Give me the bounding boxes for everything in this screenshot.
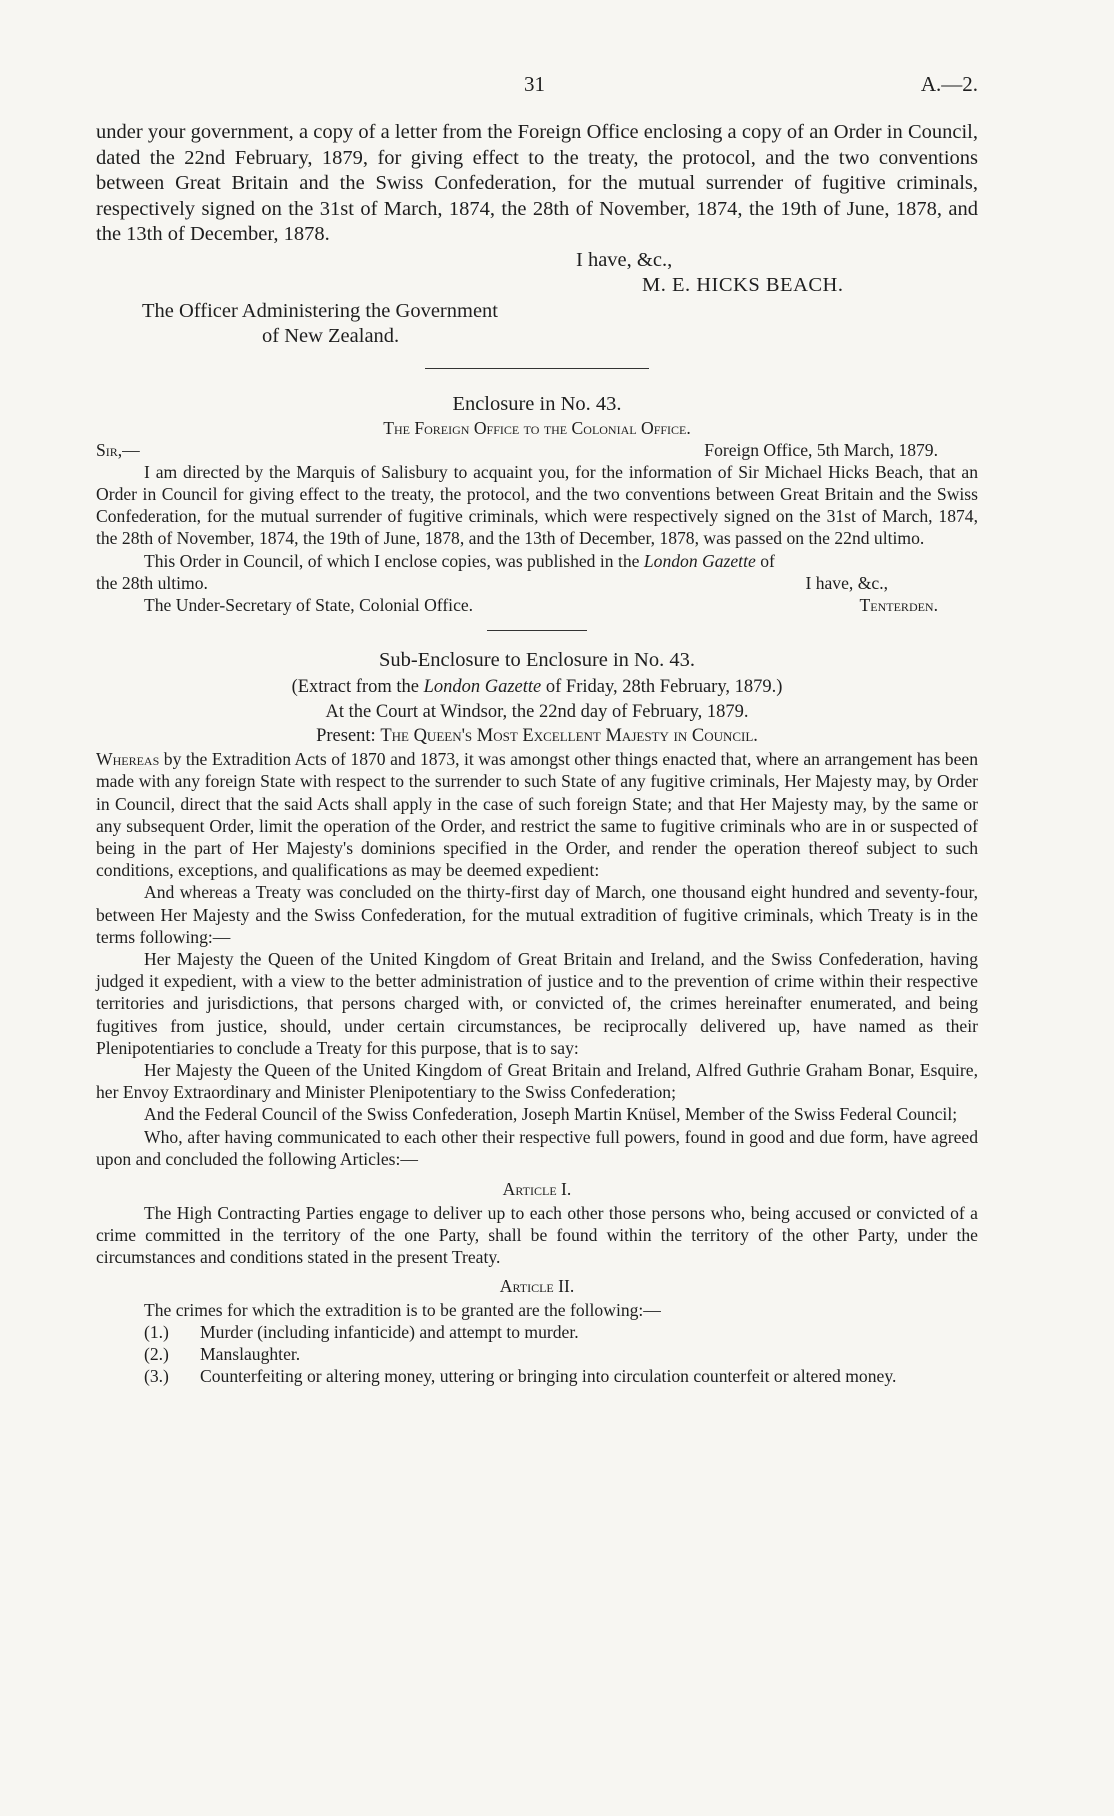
article1-heading: Article I. [502,1178,572,1199]
letter-closing: I have, &c., [576,248,673,271]
whereas-paragraph: Whereas by the Extradition Acts of 1870 and 1873, it was amongst other things enacted that, where an arrangement has been made with any foreign State with respect to the surrender to such State of any fugitive criminals, Her Majesty may, by Order in Council, direct that the said Acts shall apply in the case of such foreign State; and that Her Majesty may, by the same or any subsequent Order, limit the operation of the Order, and restrict the same to fugitive criminals who are in or suspected of being in the part of Her Majesty's dominions specified in the Order, and render the operation thereof subject to such conditions, exceptions, and qualifications as may be deemed expedient: [96,749,978,881]
section-divider [425,368,649,369]
enclosure-paragraph2: This Order in Council, of which I enclose copies, was published in the London Gazette of [144,550,775,571]
enclosure-salutation-row [96,439,978,461]
article1-text: The High Contracting Parties engage to deliver up to each other those persons who, being accused or convicted of a crime committed in the territory of the one Party, shall be found within the territory of the other Party, under the circumstances and conditions stated in the present Treaty. [96,1202,978,1268]
enclosure-closing-row [96,572,978,594]
enclosure-closing: I have, &c., [805,572,888,593]
document-reference: A.—2. [920,72,978,96]
enclosure-paragraph2-end: the 28th ultimo. [96,572,208,593]
document-body [96,120,978,1387]
list-item: (2.) Manslaughter. [144,1344,301,1364]
enclosure-paragraph1: I am directed by the Marquis of Salisbury to acquaint you, for the information of Sir Michael Hicks Beach, that an Order in Council for giving effect to the treaty, the protocol, and the two conventions between Great Britain and the Swiss Confederation, for the mutual surrender of fugitive criminals, which were respectively signed on the 31st of March, 1874, the 28th of November, 1874, the 19th of June, 1878, and the 13th of December, 1878, was passed on the 22nd ultimo. [96,461,978,549]
enclosure-subtitle: The Foreign Office to the Colonial Office. [383,417,691,438]
page-header [0,72,1114,102]
enclosure-recipient: The Under-Secretary of State, Colonial Office. [144,594,474,615]
crimes-list [96,1321,978,1388]
letter-signature: M. E. HICKS BEACH. [642,274,844,296]
court-line: At the Court at Windsor, the 22nd day of February, 1879. [325,702,749,723]
bonar-paragraph: Her Majesty the Queen of the United Kingdom of Great Britain and Ireland, Alfred Guthrie Graham Bonar, Esquire, her Envoy Extraordinary and Minister Plenipotentiary to the Swiss Confederation; [96,1059,978,1103]
and-whereas-paragraph: And whereas a Treaty was concluded on the thirty-first day of March, one thousand eight hundred and seventy-four, between Her Majesty and the Swiss Confederation, for the mutual extradition of fugitive criminals, which Treaty is in the terms following:— [96,882,978,947]
federal-paragraph: And the Federal Council of the Swiss Confederation, Joseph Martin Knüsel, Member of the Swiss Federal Council; [144,1104,958,1125]
majesty-paragraph: Her Majesty the Queen of the United Kingdom of Great Britain and Ireland, and the Swiss Confederation, having judged it expedient, with a view to the better administration of justice and to the prevention of crime within their respective territories and jurisdictions, that persons charged with, or convicted of, the crimes hereinafter enumerated, and being fugitives from justice, should, under certain circumstances, be reciprocally delivered up, have named as their Plenipotentiaries to conclude a Treaty for this purpose, that is to say: [96,948,978,1058]
present-line: Present: The Queen's Most Excellent Majesty in Council. [316,726,758,747]
letter-addressee-line2: of New Zealand. [262,325,400,347]
article2-heading: Article II. [499,1275,575,1296]
who-paragraph: Who, after having communicated to each other their respective full powers, found in good and due form, have agreed upon and concluded the following Articles:— [96,1126,978,1169]
sub-enclosure-extract: (Extract from the London Gazette of Friday, 28th February, 1879.) [291,677,783,698]
sub-enclosure-title: Sub-Enclosure to Enclosure in No. 43. [379,649,695,672]
enclosure-dateline: Foreign Office, 5th March, 1879. [704,439,938,460]
section-divider-short [487,630,587,631]
article2-intro: The crimes for which the extradition is to be granted are the following:— [144,1299,661,1320]
enclosure-title: Enclosure in No. 43. [452,392,622,415]
enclosure-salutation: Sir,— [96,439,140,460]
list-item: (1.) Murder (including infanticide) and attempt to murder. [144,1321,579,1342]
enclosure-signature-row [96,594,978,616]
page-number: 31 [524,72,545,96]
letter-paragraph: under your government, a copy of a letter from the Foreign Office enclosing a copy of an Order in Council, dated the 22nd February, 1879, for giving effect to the treaty, the protocol, and the two conventions between Great Britain and the Swiss Confederation, for the mutual surrender of fugitive criminals, respectively signed on the 31st of March, 1874, the 28th of November, 1874, the 19th of June, 1878, and the 13th of December, 1878. [96,121,978,245]
enclosure-signature: Tenterden. [859,594,938,615]
gazette-name: London Gazette [643,550,756,571]
letter-addressee-line1: The Officer Administering the Government [142,299,498,322]
list-item: (3.) Counterfeiting or altering money, uttering or bringing into circulation counterfeit or altered money. [144,1366,897,1387]
